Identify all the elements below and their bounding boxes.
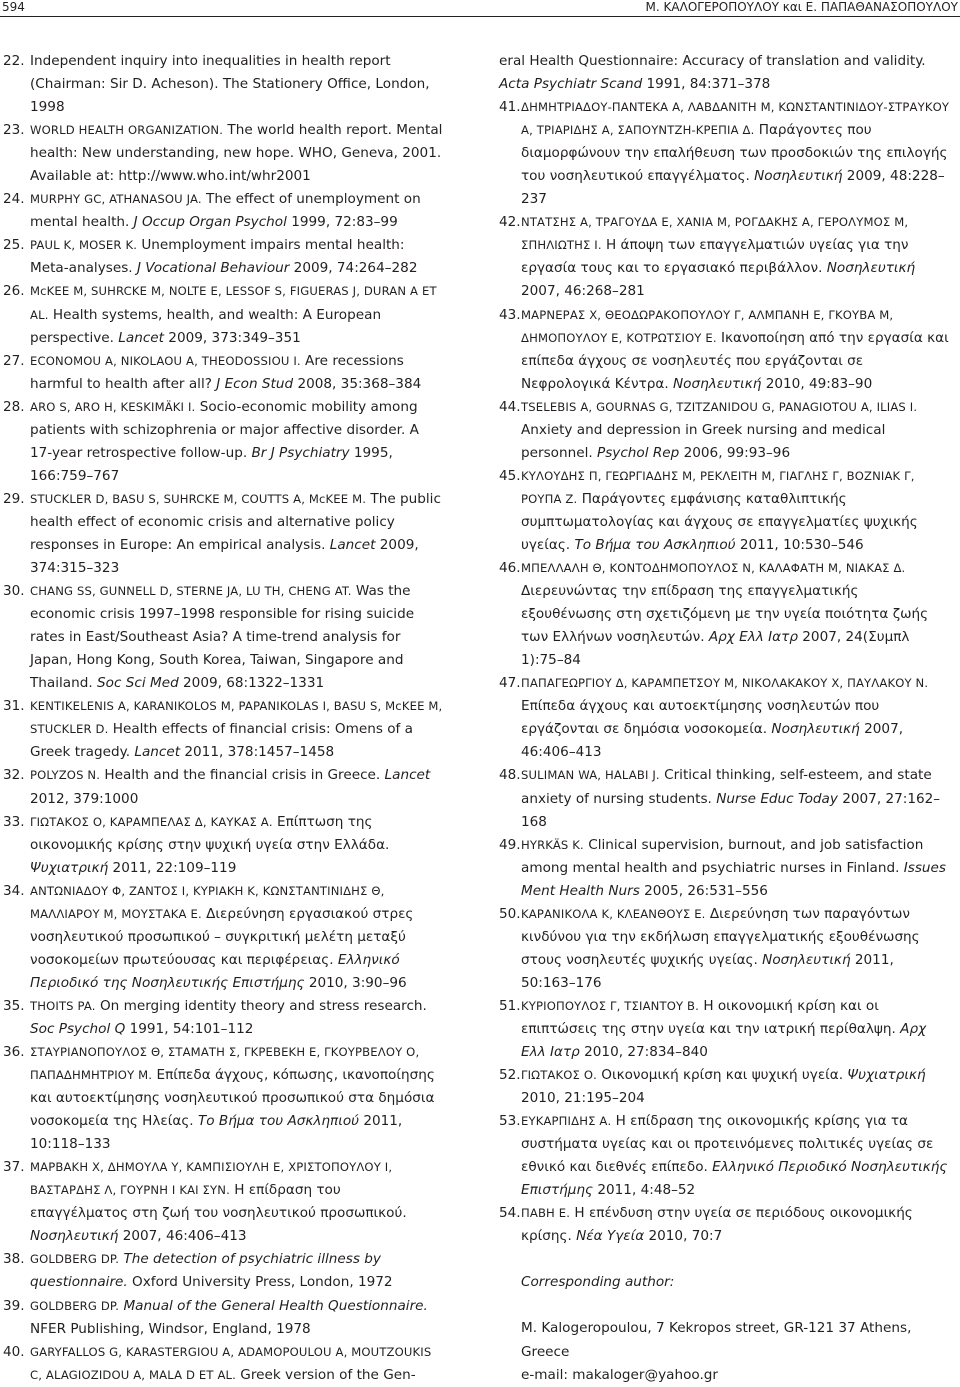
reference-title: Clinical supervision, burnout, and job satisfaction among mental health and psychiatric nurses in Finland. (521, 836, 924, 876)
correspondence-email[interactable]: e-mail: makaloger@yahoo.gr (521, 1366, 719, 1383)
reference-authors: CHANG SS, GUNNELL D, STERNE JA, LU TH, CHENG AT. (30, 584, 352, 599)
reference-item (3, 695, 443, 764)
reference-item (3, 1248, 443, 1294)
reference-authors: ΕΥΚΑΡΠΙΔΗΣ Α. (521, 1114, 612, 1129)
reference-journal: Αρχ Ελλ Ιατρ (708, 629, 798, 646)
reference-title: Επίπεδα άγχους, κόπωσης, ικανοποίησης και αυτοεκτίμησης νοσηλευτικού προσωπικού στα δημόσια νοσοκομεία της Ηλείας. (30, 1067, 435, 1130)
reference-number: 54. (499, 1205, 521, 1222)
reference-title: Was the economic crisis 1997–1998 responsible for rising suicide rates in East/Southeast Asia? A time-trend analysis for Japan, Hong Kong, South Korea, Taiwan, Singapore and Thailand. (30, 583, 415, 692)
reference-journal: Nurse Educ Today (716, 790, 838, 807)
reference-authors: TSELEBIS A, GOURNAS G, TZITZANIDOU G, PANAGIOTOU A, ILIAS I. (521, 399, 918, 414)
reference-journal: Acta Psychiatr Scand (499, 76, 643, 93)
reference-journal: Το Βήμα του Ασκληπιού (197, 1113, 360, 1130)
reference-title: Παράγοντες που διαμορφώνουν την επαλήθευση των προσδοκιών της επιλογής του νοσηλευτικού επαγγέλματος. (521, 122, 948, 185)
reference-title: Critical thinking, self-esteem, and state anxiety of nursing students. (521, 767, 932, 807)
reference-number: 40. (3, 1343, 25, 1360)
reference-item (499, 834, 951, 903)
reference-number: 24. (3, 191, 25, 208)
reference-item (3, 1295, 443, 1341)
reference-details: 2011, 378:1457–1458 (180, 744, 335, 761)
reference-journal: J Occup Organ Psychol (133, 214, 287, 231)
reference-item (3, 764, 443, 810)
reference-details: 2009, 74:264–282 (289, 260, 418, 277)
reference-title: Η επίδραση του επαγγέλματος στη ζωή του νοσηλευτικού προσωπικού. (30, 1182, 407, 1222)
reference-item (3, 488, 443, 580)
reference-authors: ΓΙΩΤΑΚΟΣ Ο, ΚΑΡΑΜΠΕΛΑΣ Δ, ΚΑΥΚΑΣ Α. (30, 814, 273, 829)
reference-details: 2007, 46:406–413 (118, 1228, 247, 1245)
reference-title: Health effects of financial crisis: Omens of a Greek tragedy. (30, 721, 413, 761)
reference-title: Οικονομική κρίση και ψυχική υγεία. (596, 1067, 848, 1084)
reference-number: 27. (3, 352, 25, 369)
reference-journal: J Vocational Behaviour (136, 260, 290, 277)
reference-number: 52. (499, 1067, 521, 1084)
reference-item (499, 903, 951, 995)
reference-number: 32. (3, 767, 25, 784)
reference-authors: MURPHY GC, ATHANASOU JA. (30, 192, 202, 207)
reference-number: 22. (3, 53, 25, 69)
reference-number: 42. (499, 214, 521, 231)
reference-item (3, 280, 443, 349)
reference-number: 43. (499, 306, 521, 323)
reference-journal: Το Βήμα του Ασκληπιού (574, 536, 736, 553)
reference-details: 2007, 46:268–281 (521, 283, 645, 300)
reference-journal: Ψυχιατρική (30, 859, 109, 876)
reference-item (3, 1041, 443, 1156)
reference-number: 23. (3, 122, 25, 139)
reference-details: 1999, 72:83–99 (286, 214, 398, 231)
page-number: 594 (2, 0, 25, 14)
reference-authors: ΔΗΜΗΤΡΙΑΔΟΥ-ΠΑΝΤΕΚΑ Α, ΛΑΒΔΑΝΙΤΗ Μ, ΚΩΝΣΤΑΝΤΙΝΙΔΟΥ-ΣΤΡΑΥΚΟΥ Α, ΤΡΙΑΡΙΔΗΣ Α, ΣΑΠΟΥΝΤΖΗ-ΚΡΕΠΙΑ Δ. (521, 100, 950, 138)
reference-item (3, 234, 443, 280)
reference-title: Independent inquiry into inequalities in health report (Chairman: Sir D. Acheson). The Stationery Office, London, 1998 (30, 53, 430, 116)
reference-authors: PAUL K, MOSER K. (30, 238, 138, 253)
reference-details: 2007, 46:406–413 (521, 721, 904, 761)
reference-title: On merging identity theory and stress research. (95, 997, 427, 1014)
reference-authors: ΣΤΑΥΡΙΑΝΟΠΟΥΛΟΣ Θ, ΣΤΑΜΑΤΗ Σ, ΓΚΡΕΒΕΚΗ Ε, ΓΚΟΥΡΒΕΛΟΥ Ο, ΠΑΠΑΔΗΜΗΤΡΙΟΥ Μ. (30, 1045, 420, 1083)
reference-details: 2010, 3:90–96 (304, 974, 407, 991)
reference-journal: Ελληνικό Περιοδικό της Νοσηλευτικής Επιστήμης (30, 951, 400, 991)
reference-authors: THOITS PA. (30, 998, 96, 1013)
reference-details: Oxford University Press, London, 1972 (127, 1274, 393, 1291)
reference-title: Are recessions harmful to health after all? (30, 352, 404, 392)
reference-title: Socio-economic mobility among patients with schizophrenia or major affective disorder. A 17-year retrospective follow-up. (30, 398, 419, 461)
reference-item (3, 188, 443, 234)
reference-authors: ECONOMOU A, NIKOLAOU A, THEODOSSIOU I. (30, 353, 301, 368)
reference-authors: ΚΥΡΙΟΠΟΥΛΟΣ Γ, ΤΣΙΑΝΤΟΥ Β. (521, 998, 699, 1013)
reference-number: 34. (3, 882, 25, 899)
reference-item (3, 50, 443, 119)
reference-details: 2011, 10:118–133 (30, 1113, 403, 1153)
reference-item (3, 880, 443, 995)
reference-item (499, 672, 951, 764)
reference-item (499, 1064, 951, 1110)
reference-journal: Νοσηλευτική (762, 951, 851, 968)
reference-title: Η οικονομική κρίση και οι επιπτώσεις της στην υγεία και την ιατρική περίθαλψη. (521, 997, 901, 1037)
reference-journal: Αρχ Ελλ Ιατρ (521, 1020, 927, 1061)
reference-details: 2011, 22:109–119 (108, 859, 237, 876)
reference-authors: ΓΙΩΤΑΚΟΣ Ο. (521, 1068, 597, 1083)
reference-item (499, 1110, 951, 1202)
reference-journal: Issues Ment Health Nurs (521, 859, 946, 899)
reference-journal: J Econ Stud (216, 375, 294, 392)
reference-number: 51. (499, 997, 521, 1014)
reference-authors: GARYFALLOS G, KARASTERGIOU A, ADAMOPOULOU A, MOUTZOUKIS C, ALAGIOZIDOU A, MALA D ET AL. (30, 1344, 432, 1382)
reference-details: 2006, 99:93–96 (679, 444, 791, 461)
reference-number: 28. (3, 398, 25, 415)
reference-title: Επίπτωση της οικονομικής κρίσης στην ψυχική υγεία στην Ελλάδα. (30, 813, 390, 853)
reference-journal: Br J Psychiatry (251, 444, 350, 461)
reference-number: 33. (3, 813, 25, 830)
reference-number: 37. (3, 1159, 25, 1176)
reference-details: 2011, 4:48–52 (593, 1182, 696, 1199)
reference-journal: Psychol Rep (597, 444, 680, 461)
reference-item (3, 995, 443, 1041)
reference-list-left (3, 50, 443, 1387)
reference-journal: Soc Sci Med (97, 675, 179, 692)
reference-journal: The detection of psychiatric illness by questionnaire. (30, 1251, 381, 1291)
reference-details: 1995, 166:759–767 (30, 444, 393, 484)
reference-journal: Νέα Υγεία (576, 1228, 645, 1245)
reference-details: 2005, 26:531–556 (639, 882, 768, 899)
reference-details: 2010, 49:83–90 (761, 375, 873, 392)
reference-authors: KENTIKELENIS A, KARANIKOLOS M, PAPANIKOLAS I, BASU S, McKEE M, STUCKLER D. (30, 699, 443, 737)
reference-title: The public health effect of economic crisis and alternative policy responses in Europe: An empirical analysis. (30, 490, 441, 553)
reference-item (499, 396, 951, 465)
reference-title: Health and the financial crisis in Greece. (100, 767, 385, 784)
reference-number: 53. (499, 1113, 521, 1130)
reference-details: 2009, 68:1322–1331 (178, 675, 325, 692)
reference-title: Anxiety and depression in Greek nursing and medical personnel. (521, 421, 886, 461)
reference-authors: ΜΑΡΝΕΡΑΣ Χ, ΘΕΟΔΩΡΑΚΟΠΟΥΛΟΥ Γ, ΑΛΜΠΑΝΗ Ε, ΓΚΟΥΒΑ Μ, ΔΗΜΟΠΟΥΛΟΥ Ε, ΚΟΤΡΩΤΣΙΟΥ Ε. (521, 307, 894, 345)
reference-item (3, 1341, 443, 1387)
reference-authors: ΠΑΠΑΓΕΩΡΓΙΟΥ Δ, ΚΑΡΑΜΠΕΤΣΟΥ Μ, ΝΙΚΟΛΑΚΑΚΟΥ Χ, ΠΑΥΛΑΚΟΥ Ν. (521, 676, 929, 691)
reference-item (3, 580, 443, 695)
reference-authors: GOLDBERG DP. (30, 1298, 120, 1313)
reference-item (499, 557, 951, 672)
reference-item (499, 1202, 951, 1248)
reference-authors: ΚΥΛΟΥΔΗΣ Π, ΓΕΩΡΓΙΑΔΗΣ Μ, ΡΕΚΛΕΙΤΗ Μ, ΓΙΑΓΛΗΣ Γ, ΒΟΖΝΙΑΚ Γ, ΡΟΥΠΑ Ζ. (521, 468, 915, 506)
correspondence (499, 1271, 951, 1386)
reference-journal: Ψυχιατρική (847, 1067, 926, 1084)
reference-title: The effect of unemployment on mental health. (30, 191, 421, 231)
reference-number: 39. (3, 1297, 25, 1314)
reference-number: 35. (3, 997, 25, 1014)
reference-number: 45. (499, 467, 521, 484)
reference-authors: ΜΠΕΛΛΑΛΗ Θ, ΚΟΝΤΟΔΗΜΟΠΟΥΛΟΣ Ν, ΚΑΛΑΦΑΤΗ Μ, ΝΙΑΚΑΣ Δ. (521, 561, 906, 576)
reference-title: Η άποψη των επαγγελματιών υγείας για την εργασία τους και το εργασιακό περιβάλλον. (521, 237, 909, 277)
reference-number: 46. (499, 560, 521, 577)
reference-item (499, 304, 951, 396)
reference-item (3, 350, 443, 396)
reference-title: The world health report. Mental health: New understanding, new hope. WHO, Geneva, 2001. Available at: http://www.who.int/whr2001 (30, 122, 443, 185)
reference-item (3, 119, 443, 188)
correspondence-label: Corresponding author: (521, 1274, 675, 1291)
reference-list-right (499, 50, 951, 1387)
reference-number: 49. (499, 836, 521, 853)
reference-authors: ΜΑΡΒΑΚΗ Χ, ΔΗΜΟΥΛΑ Υ, ΚΑΜΠΙΣΙΟΥΛΗ Ε, ΧΡΙΣΤΟΠΟΥΛΟΥ Ι, ΒΑΣΤΑΡΔΗΣ Λ, ΓΟΥΡΝΗ Ι ΚΑΙ ΣΥΝ. (30, 1160, 393, 1198)
reference-journal: Νοσηλευτική (673, 375, 762, 392)
reference-item (499, 50, 951, 96)
reference-details: 1991, 54:101–112 (125, 1020, 254, 1037)
reference-authors: McKEE M, SUHRCKE M, NOLTE E, LESSOF S, FIGUERAS J, DURAN A ET AL. (30, 284, 437, 322)
reference-number: 29. (3, 490, 25, 507)
reference-number: 44. (499, 398, 521, 415)
reference-authors: ΑΝΤΩΝΙΑΔΟΥ Φ, ΖΑΝΤΟΣ Ι, ΚΥΡΙΑΚΗ Κ, ΚΩΝΣΤΑΝΤΙΝΙΔΗΣ Θ, ΜΑΛΛΙΑΡΟΥ Μ, ΜΟΥΣΤΑΚΑ Ε. (30, 883, 385, 921)
reference-number: 41. (499, 99, 521, 116)
reference-item (3, 1156, 443, 1248)
reference-title: Health systems, health, and wealth: A European perspective. (30, 306, 382, 346)
reference-number: 26. (3, 283, 25, 300)
reference-title: Διερευνώντας την επίδραση της επαγγελματικής εξουθένωσης στη σχετιζόμενη με την υγεία ποιότητα ζωής των Ελλήνων νοσηλευτών. (521, 583, 929, 646)
reference-number: 48. (499, 767, 521, 784)
reference-item (499, 211, 951, 303)
reference-details: 2009, 374:315–323 (30, 536, 419, 577)
reference-authors: HYRKÄS K. (521, 837, 584, 852)
reference-journal: Νοσηλευτική (754, 168, 843, 185)
reference-journal: Lancet (118, 329, 164, 346)
reference-journal: Soc Psychol Q (30, 1020, 126, 1037)
reference-title: Επίπεδα άγχους και αυτοεκτίμησης νοσηλευτών που εργάζονται σε δημόσια νοσοκομεία. (521, 698, 880, 738)
reference-number: 47. (499, 675, 521, 692)
reference-title: Greek version of the Gen- (235, 1366, 416, 1383)
reference-title: Διερεύνηση των παραγόντων κινδύνου για την εκδήλωση επαγγελματικής εξουθένωσης στους νοσηλευτές ψυχικής υγείας. (521, 905, 920, 968)
reference-journal: Manual of the General Health Questionnaire. (123, 1297, 428, 1314)
reference-title: eral Health Questionnaire: Accuracy of translation and validity. (499, 53, 926, 69)
reference-details: 2010, 21:195–204 (521, 1090, 645, 1107)
reference-authors: ΠΑΒΗ Ε. (521, 1206, 571, 1221)
reference-authors: SULIMAN WA, HALABI J. (521, 768, 660, 783)
reference-details: 2011, 50:163–176 (521, 951, 894, 991)
reference-journal: Νοσηλευτική (771, 721, 860, 738)
running-head: Μ. ΚΑΛΟΓΕΡΟΠΟΥΛΟΥ και Ε. ΠΑΠΑΘΑΝΑΣΟΠΟΥΛΟΥ (645, 0, 958, 14)
reference-title: Παράγοντες εμφάνισης καταθλιπτικής συμπτωματολογίας και άγχους σε επαγγελματίες ψυχικής υγείας. (521, 490, 918, 553)
reference-details: 2007, 24(Συμπλ 1):75–84 (521, 629, 910, 669)
reference-number: 25. (3, 237, 25, 254)
reference-item (499, 995, 951, 1064)
header-rule (0, 16, 960, 17)
reference-details: NFER Publishing, Windsor, England, 1978 (30, 1320, 311, 1337)
reference-number: 31. (3, 698, 25, 715)
reference-details: 2010, 70:7 (644, 1228, 723, 1245)
reference-details: 2011, 10:530–546 (735, 536, 864, 553)
reference-details: 2009, 373:349–351 (163, 329, 301, 346)
reference-number: 38. (3, 1251, 25, 1268)
reference-authors: POLYZOS N. (30, 768, 101, 783)
reference-authors: GOLDBERG DP. (30, 1252, 120, 1267)
reference-item (499, 465, 951, 557)
reference-authors: ΚΑΡΑΝΙΚΟΛΑ Κ, ΚΛΕΑΝΘΟΥΣ Ε. (521, 906, 706, 921)
reference-title: Η επένδυση στην υγεία σε περιόδους οικονομικής κρίσης. (521, 1205, 913, 1245)
reference-journal: Νοσηλευτική (30, 1228, 119, 1245)
reference-details: 2009, 48:228–237 (521, 168, 945, 208)
reference-item (3, 396, 443, 488)
reference-title: Ικανοποίηση από την εργασία και επίπεδα άγχους σε νοσηλευτές που εργάζονται σε Νεφρολογικά Κέντρα. (521, 329, 949, 392)
reference-authors: STUCKLER D, BASU S, SUHRCKE M, COUTTS A, McKEE M. (30, 491, 367, 506)
reference-title: Unemployment impairs mental health: Meta-analyses. (30, 237, 405, 277)
reference-journal: Lancet (134, 744, 181, 761)
page-header (0, 0, 960, 17)
reference-details: 2012, 379:1000 (30, 790, 139, 807)
reference-number: 30. (3, 583, 25, 600)
reference-journal: Νοσηλευτική (826, 260, 916, 277)
reference-details: 1991, 84:371–378 (642, 76, 771, 93)
reference-journal: Ελληνικό Περιοδικό Νοσηλευτικής Επιστήμης (521, 1159, 948, 1199)
reference-item (499, 764, 951, 833)
reference-details: 2007, 27:162–168 (521, 790, 941, 830)
reference-details: 2008, 35:368–384 (293, 375, 422, 392)
reference-number: 36. (3, 1044, 25, 1061)
reference-title: Η επίδραση της οικονομικής κρίσης για τα συστήματα υγείας και οι προτεινόμενες πολιτικές υγείας σε εθνικό και διεθνές επίπεδο. (521, 1113, 934, 1176)
reference-item (3, 811, 443, 880)
reference-journal: Lancet (384, 767, 431, 784)
reference-item (499, 96, 951, 211)
reference-authors: WORLD HEALTH ORGANIZATION. (30, 123, 224, 138)
reference-authors: ARO S, ARO H, KESKIMÄKI I. (30, 399, 196, 414)
reference-number: 50. (499, 905, 521, 922)
reference-title: Διερεύνηση εργασιακού στρες νοσηλευτικού προσωπικού – συγκριτική μελέτη μεταξύ νοσοκομείων πρωτεύουσας και περιφέρειας. (30, 905, 414, 968)
reference-authors: ΝΤΑΤΣΗΣ Α, ΤΡΑΓΟΥΔΑ Ε, ΧΑΝΙΑ Μ, ΡΟΓΔΑΚΗΣ Α, ΓΕΡΟΛΥΜΟΣ Μ, ΣΠΗΛΙΩΤΗΣ Ι. (521, 215, 909, 253)
correspondence-address: M. Kalogeropoulou, 7 Kekropos street, GR-121 37 Athens, Greece (521, 1320, 912, 1360)
reference-journal: Lancet (329, 536, 376, 553)
reference-details: 2010, 27:834–840 (579, 1044, 708, 1061)
